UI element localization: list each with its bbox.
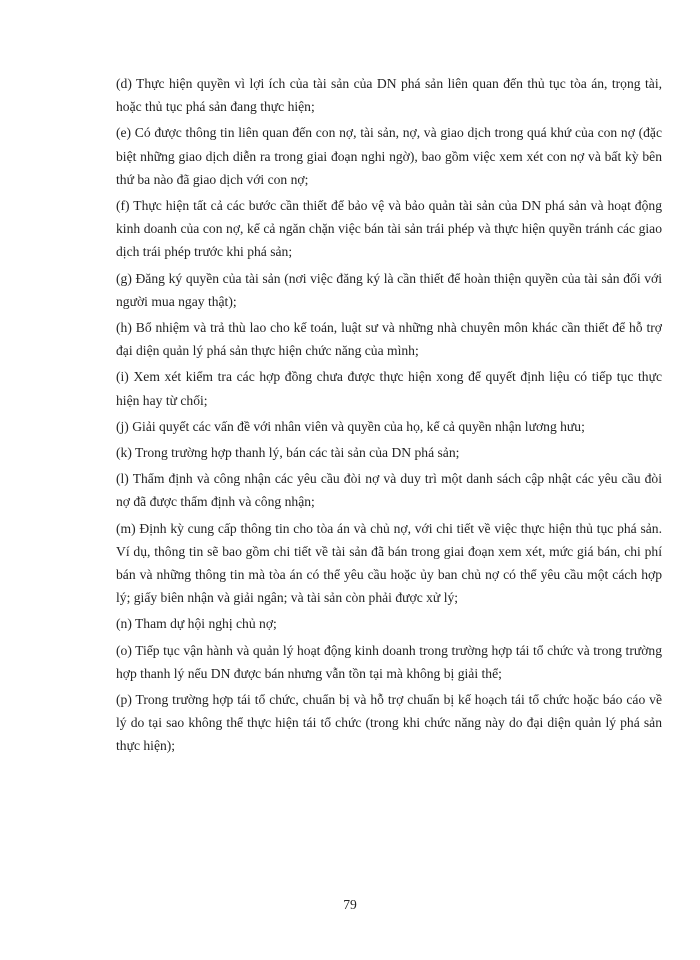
document-body (116, 72, 662, 761)
paragraph-g: (g) Đăng ký quyền của tài sản (nơi việc đăng ký là cần thiết để hoàn thiện quyền của tài sản đối với người mua ngay thật); (116, 270, 662, 309)
paragraph-k: (k) Trong trường hợp thanh lý, bán các tài sản của DN phá sản; (116, 445, 460, 461)
paragraph-i: (i) Xem xét kiểm tra các hợp đồng chưa được thực hiện xong để quyết định liệu có tiếp tục thực hiện hay từ chối; (116, 369, 662, 408)
paragraph-o: (o) Tiếp tục vận hành và quản lý hoạt động kinh doanh trong trường hợp tái tổ chức và trong trường hợp thanh lý nếu DN được bán nhưng vẫn tồn tại mà không bị giải thể; (116, 642, 662, 681)
paragraph-d: (d) Thực hiện quyền vì lợi ích của tài sản của DN phá sản liên quan đến thủ tục tòa án, trọng tài, hoặc thủ tục phá sản đang thực hiện; (116, 76, 662, 115)
page-number: 79 (343, 897, 357, 912)
paragraph-n: (n) Tham dự hội nghị chủ nợ; (116, 616, 277, 632)
paragraph-h: (h) Bổ nhiệm và trả thù lao cho kế toán, luật sư và những nhà chuyên môn khác cần thiết để hỗ trợ đại diện quản lý phá sản thực hiện chức năng của mình; (116, 320, 662, 359)
paragraph-j: (j) Giải quyết các vấn đề với nhân viên và quyền của họ, kể cả quyền nhận lương hưu; (116, 418, 585, 434)
paragraph-p: (p) Trong trường hợp tái tổ chức, chuẩn bị và hỗ trợ chuẩn bị kế hoạch tái tổ chức hoặc báo cáo về lý do tại sao không thể thực hiện tái tổ chức (trong khi chức năng này do đại diện quản lý phá sản thực hiện); (116, 692, 662, 754)
paragraph-e: (e) Có được thông tin liên quan đến con nợ, tài sản, nợ, và giao dịch trong quá khứ của con nợ (đặc biệt những giao dịch diễn ra trong giai đoạn nghi ngờ), bao gồm việc xem xét con nợ và bất kỳ bên thứ ba nào đã giao dịch với con nợ; (116, 125, 662, 187)
paragraph-l: (l) Thẩm định và công nhận các yêu cầu đòi nợ và duy trì một danh sách cập nhật các yêu cầu đòi nợ đã được thẩm định và công nhận; (116, 471, 662, 510)
paragraph-m: (m) Định kỳ cung cấp thông tin cho tòa án và chủ nợ, với chi tiết về việc thực hiện thủ tục phá sản. Ví dụ, thông tin sẽ bao gồm chi tiết về tài sản đã bán trong giai đoạn xem xét, mức giá bán, chi phí bán và những thông tin mà tòa án có thể yêu cầu hoặc ủy ban chủ nợ có thể yêu cầu một cách hợp lý; giấy biên nhận và giải ngân; và tài sản còn phải được xử lý; (116, 520, 662, 606)
paragraph-f: (f) Thực hiện tất cả các bước cần thiết để bảo vệ và bảo quản tài sản của DN phá sản và hoạt động kinh doanh của con nợ, kể cả ngăn chặn việc bán tài sản trái phép và thực hiện quyền tránh các giao dịch trái phép trước khi phá sản; (116, 198, 662, 260)
